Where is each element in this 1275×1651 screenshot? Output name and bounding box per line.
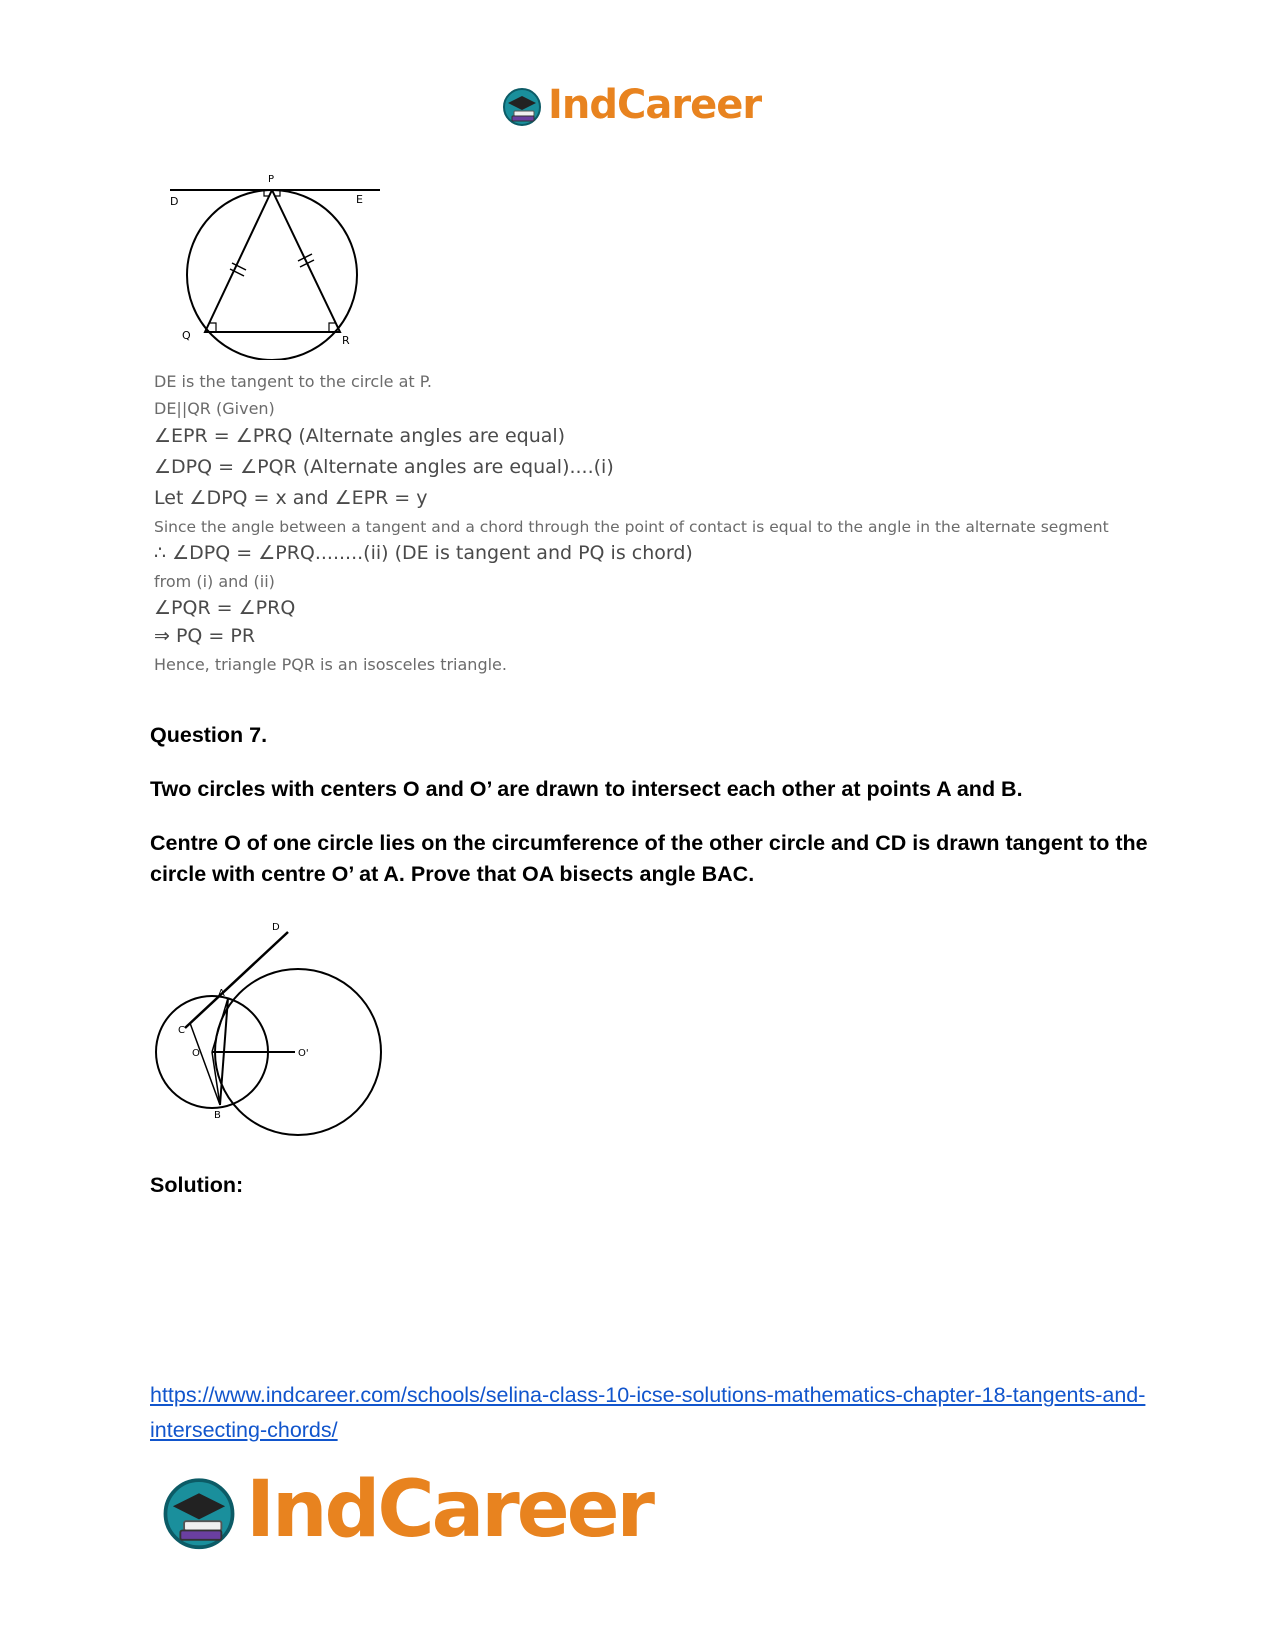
label-b: B [214,1110,221,1121]
graduation-cap-icon [500,83,544,127]
label-d: D [272,922,280,933]
label-e: E [356,193,363,206]
label-c: C [178,1025,185,1036]
solution-line: Hence, triangle PQR is an isosceles triangle. [154,655,507,674]
solution-line: ∠DPQ = ∠PQR (Alternate angles are equal)....(i) [154,456,614,478]
label-o-prime: O' [298,1048,309,1059]
solution-heading: Solution: [150,1173,244,1197]
logo-text: IndCareer [548,82,762,128]
question-paragraph: Centre O of one circle lies on the circumference of the other circle and CD is drawn tangent to the circle with centre O’ at A. Prove that OA bisects angle BAC. [150,831,1148,886]
solution-line: DE is the tangent to the circle at P. [154,372,432,391]
solution-line: ∠PQR = ∠PRQ [154,597,296,619]
solution-line: ⇒ PQ = PR [154,625,256,647]
label-r: R [342,334,350,347]
solution-line: Since the angle between a tangent and a chord through the point of contact is equal to the angle in the alternate segment [154,518,1109,536]
label-a: A [218,988,225,999]
label-d: D [170,195,179,208]
solution-line: DE||QR (Given) [154,399,275,418]
solution-line: ∠EPR = ∠PRQ (Alternate angles are equal) [154,425,566,447]
footer-logo [158,1465,718,1555]
graduation-cap-icon [158,1469,240,1551]
label-o: O [192,1048,200,1059]
question-heading: Question 7. [150,723,268,747]
solution-line: Let ∠DPQ = x and ∠EPR = y [154,487,428,509]
logo-text: IndCareer [246,1465,652,1555]
label-p: P [268,175,275,185]
solution-line: ∴ ∠DPQ = ∠PRQ........(ii) (DE is tangent and PQ is chord) [154,542,693,564]
figure-tangent-triangle [170,175,400,360]
label-q: Q [182,329,191,342]
question-paragraph: Two circles with centers O and O’ are drawn to intersect each other at points A and B. [150,777,1023,801]
solution-line: from (i) and (ii) [154,572,275,591]
figure-intersecting-circles [150,920,390,1140]
source-link[interactable]: https://www.indcareer.com/schools/selina-class-10-icse-solutions-mathematics-chapter-18-tangents-and-intersecting-chords/ [150,1383,1146,1442]
header-logo [500,80,790,130]
